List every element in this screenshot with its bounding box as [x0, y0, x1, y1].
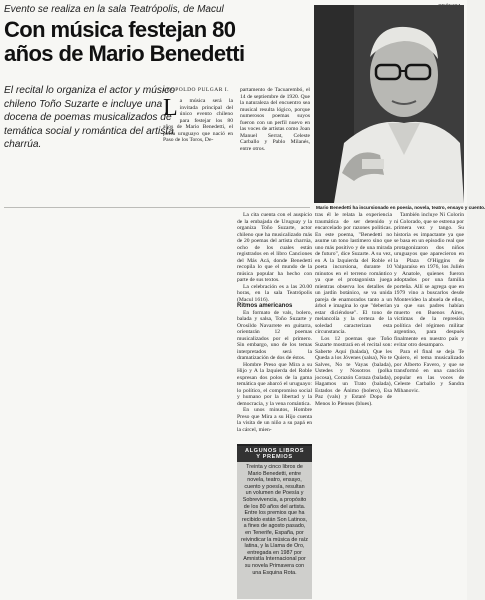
lede-line: docena de poemas musicalizados de	[4, 112, 172, 123]
portrait-photo	[314, 5, 464, 203]
article-column-5	[394, 212, 464, 597]
article-column-2	[240, 87, 310, 175]
article-paragraph: En unos minutos, Hombre Preso que Mira a su Hijo cuenta la visita de un niño a su papá en la cárcel, mien-	[237, 407, 312, 433]
lede-line: El recital lo organiza el actor y músico	[4, 85, 175, 96]
photo-caption: Mario Benedetti ha incursionado en poesía, novela, teatro, ensayo y cuento.	[316, 205, 485, 210]
books-and-awards-box	[237, 444, 312, 599]
article-paragraph: La cita cuenta con el auspicio de la embajada de Uruguay y la organiza Toño Suzarte, actor chileno que ha musicalizado más de 20 poemas del artista charrúa, ocho de los cuales están registrados en el libro Canciones del Más Acá, donde Benedetti recopila lo que el mundo de la música popular ha hecho con parte de sus textos.	[237, 212, 312, 283]
article-paragraph: Hombre Preso que Mira a su Hijo y A la Izquierda del Roble expresan dos polos de la gama temática que abarcó el uruguayo: lo político, el compromiso social y humano por la libertad y la democracia, y la vena romántica.	[237, 361, 312, 407]
article-paragraph: tras él le relata la experiencia traumática de ser detenido y encarcelado por razones políticas. En este poema, "Benedetti no asume un tono lastimero sino que uno más positivo y de una mirada de futuro", dice Suzarte. A su vez, en A la Izquierda del Roble el poeta incursiona, durante 10 minutos en el terreno romántico ya que el protagonista juega mientras observa los detalles de un jardín botánico, se va unida pareja de enamorados tanto a un árbol e imagina lo que "deberían estar diciéndose". El tono de melancolía y la certeza de la soledad caracterizan esta circunstancia.	[315, 212, 392, 335]
article-paragraph: También incluye Ni Colorín ni Colorado, que se estrena por primera vez y tango. Su historia es impactante ya que se basa en un episodio real que protagonizaron dos niños uruguayos que aparecieron en la Plaza O'Higgins de Valparaíso en 1976, los Julién y Anatole, quienes fueron adoptados por una familia porteña. Allí se agrega que en 1979 vino a buscarlos desde Montevideo la abuela de ellos, ya que sus padres habían muerto en Buenos Aires, víctimas de la represión política del régimen militar argentino, para después finalmente en nuestro país y evitar otro desamparo.	[394, 212, 464, 348]
lede-line: chileno Toño Suzarte e incluye una	[4, 98, 163, 110]
article-column-1	[163, 95, 233, 174]
divider-rule	[4, 207, 310, 208]
headline-line-2: años de Mario Benedetti	[4, 41, 245, 66]
box-title-line: ALGUNOS LIBROS	[244, 448, 305, 454]
box-body: Treinta y cinco libros de Mario Benedetti, entre novela, teatro, ensayo, cuento y poesía, resultan un volumen de Poesía y Sobrevivencia, a propósito de los 80 años del artista. Entre los premios que ha recibido están Son Latinos, a fines de agosto pasado, en Tenerife, España, por reivindicar la música de raíz latina, y la Llama de Oro, entregada en 1987 por Amnistía Internacional por su novela Primavera con una Esquina Rota.	[241, 464, 308, 576]
article-paragraph: La celebración es a las 20.00 horas, en la sala Teatrópolis (Macul 1616).	[237, 283, 312, 303]
lede-line: temática social y romántica del artista	[4, 125, 174, 137]
box-title	[237, 446, 312, 462]
lede-line: charrúa.	[4, 139, 42, 150]
portrait-illustration	[314, 5, 464, 203]
article-text: partamento de Tacuarembó, el 14 de septiembre de 1920. Que la naturaleza del encuentro sea musical resulta lógico, porque numerosos poemas suyos fueron con un perfil nuevo en las voces de artistas como Joan Manuel Serrat, Celeste Carballo y Pablo Milanés, entre otros.	[240, 87, 310, 152]
article-column-4	[315, 212, 392, 597]
box-title-line: Y PREMIOS	[256, 454, 293, 460]
article-paragraph: Para el final se deja Te Quiero, el tema musicalizado por Alberto Favero, y que se transformó en una canción popular en las voces de Celeste Carballo y Sandra Mihanovic.	[394, 348, 464, 394]
section-kicker: Evento se realiza en la sala Teatrópolis, de Macul	[4, 4, 224, 15]
headline	[4, 18, 304, 66]
drop-cap: L	[163, 95, 178, 121]
article-paragraph: Los 12 poemas que Toño Suzarte mostrará en el recital son: Saberte Aquí (balada), Que les Queda a los Jóvenes (salsa), No te Salves, No te Vayas (balada), Ustedes y Nosotros (polka jocosa), Corazón Coraza (balada), Hagamos un Trato (balada), Estados de Ánimo (bolero), Esa Paz (vals) y Estaré Dopo de Menos lo Pienses (blues).	[315, 335, 392, 407]
byline: LEOPOLDO PULGAR I.	[163, 87, 229, 93]
subheading: Ritmos americanos	[237, 303, 293, 309]
article-text: a música será la invitada principal del único evento chileno para festejar los 80 años de Mario Benedetti, el poeta uruguayo que nació en Paso de los Toros, De-	[163, 98, 233, 143]
article-paragraph: En formato de vals, bolero, balada y salsa, Toño Suzarte y Orosildo Navarrete en guitarra, orientarán 12 poemas musicalizados por el primero. Sin embargo, uno de los temas interpretados será la dramatización de dos de éstos.	[237, 309, 312, 361]
lede-paragraph	[4, 84, 175, 152]
headline-line-1: Con música festejan 80	[4, 17, 236, 42]
